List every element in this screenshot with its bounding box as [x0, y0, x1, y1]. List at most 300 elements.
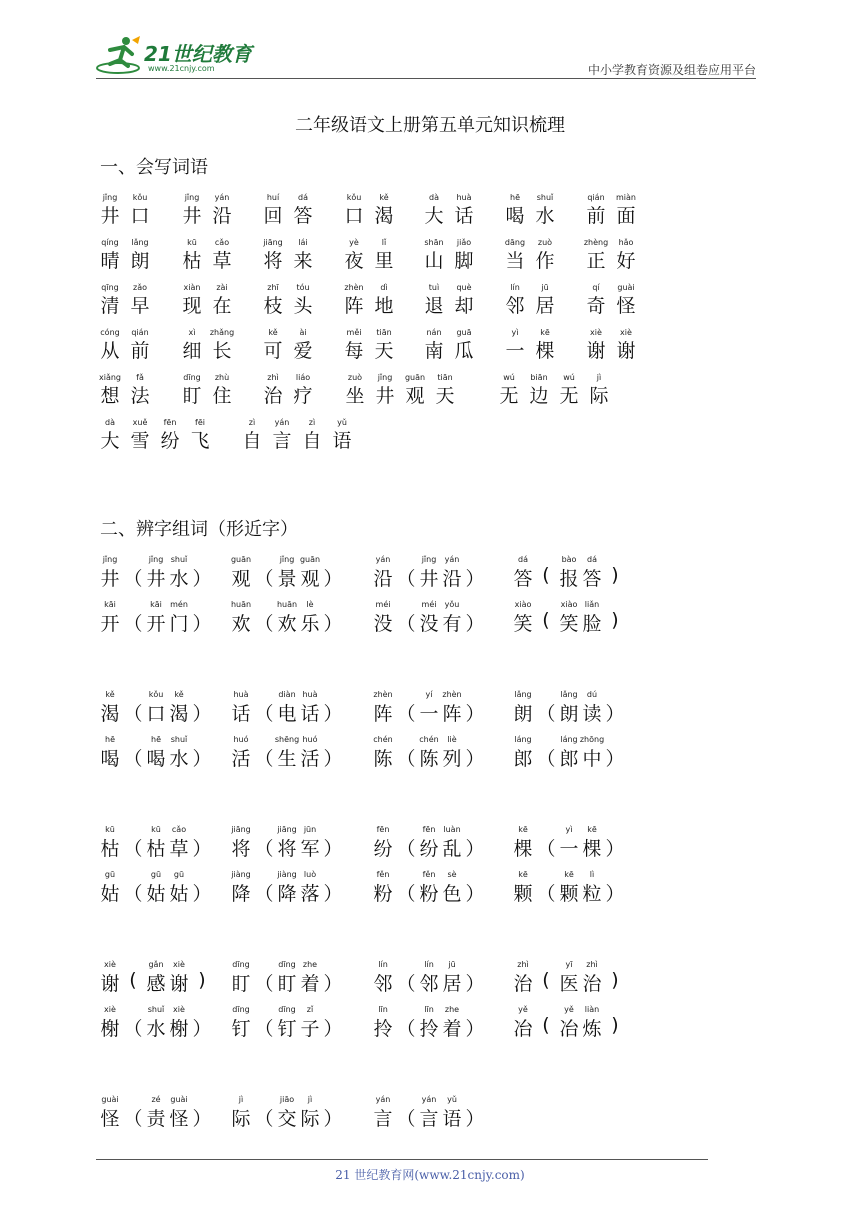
bracket: ） — [465, 568, 485, 590]
hanzi-char: 怪 — [169, 1108, 189, 1130]
hanzi-char: 法 — [130, 385, 150, 407]
pinyin-label: huà — [233, 690, 249, 699]
pinyin-label: nán — [426, 328, 442, 337]
hanzi-char: 盯 — [182, 385, 202, 407]
hanzi-char: 井 — [146, 568, 166, 590]
pinyin-label: fēi — [195, 418, 205, 427]
bracket: （ — [396, 703, 416, 725]
hanzi-char: 飞 — [190, 430, 210, 452]
hanzi-char: 山 — [424, 250, 444, 272]
pinyin-label: hē — [151, 735, 161, 744]
hanzi-char: 南 — [424, 340, 444, 362]
bracket: ) — [611, 609, 619, 631]
bracket: （ — [536, 838, 556, 860]
hanzi-char: 门 — [169, 613, 189, 635]
hanzi-char: 言 — [373, 1108, 393, 1130]
hanzi-char: 谢 — [586, 340, 606, 362]
hanzi-char: 渴 — [100, 703, 120, 725]
pinyin-label: yǔ — [447, 1095, 457, 1104]
bracket: （ — [254, 838, 274, 860]
pinyin-label: sè — [447, 870, 457, 879]
pinyin-label: shuǐ — [170, 555, 188, 564]
hanzi-char: 喝 — [146, 748, 166, 770]
pinyin-label: xiào — [514, 600, 532, 609]
pinyin-label: dá — [298, 193, 308, 202]
hanzi-char: 长 — [212, 340, 232, 362]
hanzi-char: 雪 — [130, 430, 150, 452]
hanzi-char: 天 — [435, 385, 455, 407]
pinyin-label: hē — [510, 193, 520, 202]
hanzi-char: 言 — [419, 1108, 439, 1130]
pinyin-label: yì — [565, 825, 573, 834]
pinyin-label: lǎng — [514, 690, 532, 699]
hanzi-char: 列 — [442, 748, 462, 770]
pinyin-label: gū — [150, 870, 162, 879]
pinyin-label: kǒu — [346, 193, 362, 202]
pinyin-label: wú — [563, 373, 575, 382]
hanzi-char: 怪 — [616, 295, 636, 317]
hanzi-char: 答 — [513, 568, 533, 590]
hanzi-char: 陈 — [373, 748, 393, 770]
pinyin-label: qí — [592, 283, 600, 292]
footer-text: 21 世纪教育网(www.21cnjy.com) — [335, 1168, 525, 1182]
hanzi-char: 谢 — [100, 973, 120, 995]
pinyin-label: hē — [105, 735, 115, 744]
hanzi-char: 没 — [419, 613, 439, 635]
section1-heading: 一、会写词语 — [100, 157, 208, 178]
bracket: ） — [465, 613, 485, 635]
pinyin-label: guān — [299, 555, 321, 564]
hanzi-char: 一 — [559, 838, 579, 860]
hanzi-char: 邻 — [505, 295, 525, 317]
hanzi-char: 爱 — [293, 340, 313, 362]
bracket: ） — [323, 883, 343, 905]
pinyin-label: jiàng — [231, 870, 251, 879]
hanzi-char: 邻 — [419, 973, 439, 995]
bracket: （ — [123, 838, 143, 860]
hanzi-char: 一 — [505, 340, 525, 362]
hanzi-char: 朗 — [130, 250, 150, 272]
hanzi-char: 际 — [231, 1108, 251, 1130]
hanzi-char: 治 — [582, 973, 602, 995]
hanzi-char: 棵 — [582, 838, 602, 860]
site-logo — [96, 34, 266, 76]
hanzi-char: 冶 — [559, 1018, 579, 1040]
bracket: ( — [542, 609, 550, 631]
hanzi-char: 笑 — [559, 613, 579, 635]
pinyin-label: zì — [308, 418, 316, 427]
bracket: （ — [254, 613, 274, 635]
hanzi-char: 邻 — [373, 973, 393, 995]
pinyin-label: fěn — [376, 870, 390, 879]
hanzi-char: 正 — [586, 250, 606, 272]
bracket: （ — [254, 973, 274, 995]
pinyin-label: shān — [424, 238, 444, 247]
pinyin-label: xuě — [132, 418, 148, 427]
bracket: （ — [396, 1018, 416, 1040]
hanzi-char: 答 — [293, 205, 313, 227]
pinyin-label: měi — [346, 328, 362, 337]
pinyin-label: ài — [299, 328, 307, 337]
hanzi-char: 榭 — [100, 1018, 120, 1040]
hanzi-char: 阵 — [344, 295, 364, 317]
header-divider — [96, 78, 756, 79]
pinyin-label: fēn — [422, 825, 436, 834]
hanzi-char: 纷 — [373, 838, 393, 860]
hanzi-char: 降 — [231, 883, 251, 905]
bracket: ） — [323, 613, 343, 635]
hanzi-char: 拎 — [419, 1018, 439, 1040]
pinyin-label: lǐ — [381, 238, 387, 247]
pinyin-label: liàn — [584, 1005, 600, 1014]
hanzi-char: 井 — [419, 568, 439, 590]
pinyin-label: kě — [379, 193, 389, 202]
hanzi-char: 际 — [589, 385, 609, 407]
bracket: （ — [254, 748, 274, 770]
hanzi-char: 责 — [146, 1108, 166, 1130]
hanzi-char: 着 — [442, 1018, 462, 1040]
bracket: ） — [192, 613, 212, 635]
hanzi-char: 前 — [130, 340, 150, 362]
hanzi-char: 观 — [300, 568, 320, 590]
pinyin-label: tiān — [437, 373, 453, 382]
bracket: ） — [465, 1108, 485, 1130]
hanzi-char: 钉 — [277, 1018, 297, 1040]
hanzi-char: 语 — [332, 430, 352, 452]
pinyin-label: yán — [375, 555, 391, 564]
pinyin-label: kě — [105, 690, 115, 699]
pinyin-label: shuǐ — [536, 193, 554, 202]
pinyin-label: kē — [518, 870, 528, 879]
pinyin-label: jū — [448, 960, 456, 969]
pinyin-label: jūn — [303, 825, 317, 834]
pinyin-label: jiāng — [263, 238, 283, 247]
hanzi-char: 沿 — [442, 568, 462, 590]
pinyin-label: jǐng — [148, 555, 164, 564]
pinyin-label: zhe — [302, 960, 318, 969]
bracket: ） — [323, 1018, 343, 1040]
bracket: ） — [192, 1018, 212, 1040]
hanzi-char: 怪 — [100, 1108, 120, 1130]
hanzi-char: 沿 — [373, 568, 393, 590]
pinyin-label: kē — [587, 825, 597, 834]
hanzi-char: 一 — [419, 703, 439, 725]
pinyin-label: zé — [151, 1095, 161, 1104]
pinyin-label: jì — [596, 373, 602, 382]
hanzi-char: 治 — [263, 385, 283, 407]
pinyin-label: yǔ — [337, 418, 347, 427]
pinyin-label: kāi — [150, 600, 162, 609]
hanzi-char: 自 — [242, 430, 262, 452]
hanzi-char: 话 — [300, 703, 320, 725]
pinyin-label: xiè — [590, 328, 602, 337]
pinyin-label: tuì — [428, 283, 440, 292]
hanzi-char: 话 — [231, 703, 251, 725]
hanzi-char: 将 — [277, 838, 297, 860]
hanzi-char: 纷 — [419, 838, 439, 860]
pinyin-label: dīng — [278, 1005, 296, 1014]
hanzi-char: 纷 — [160, 430, 180, 452]
hanzi-char: 喝 — [505, 205, 525, 227]
hanzi-char: 想 — [100, 385, 120, 407]
bracket: （ — [536, 748, 556, 770]
pinyin-label: jiǎo — [456, 238, 472, 247]
pinyin-label: dì — [380, 283, 388, 292]
hanzi-char: 阵 — [373, 703, 393, 725]
pinyin-label: kǒu — [132, 193, 148, 202]
hanzi-char: 子 — [300, 1018, 320, 1040]
hanzi-char: 面 — [616, 205, 636, 227]
hanzi-char: 粉 — [373, 883, 393, 905]
pinyin-label: lè — [306, 600, 314, 609]
hanzi-char: 读 — [582, 703, 602, 725]
hanzi-char: 却 — [454, 295, 474, 317]
pinyin-label: kē — [564, 870, 574, 879]
hanzi-char: 渴 — [169, 703, 189, 725]
pinyin-label: fēn — [163, 418, 177, 427]
hanzi-char: 开 — [100, 613, 120, 635]
bracket: （ — [254, 568, 274, 590]
hanzi-char: 在 — [212, 295, 232, 317]
pinyin-label: dà — [429, 193, 439, 202]
pinyin-label: zhōng — [579, 735, 605, 744]
pinyin-label: jiàng — [277, 870, 297, 879]
hanzi-char: 脸 — [582, 613, 602, 635]
pinyin-label: huān — [230, 600, 252, 609]
pinyin-label: xiàn — [183, 283, 201, 292]
bracket: ） — [323, 838, 343, 860]
hanzi-char: 奇 — [586, 295, 606, 317]
hanzi-char: 际 — [300, 1108, 320, 1130]
hanzi-char: 姑 — [100, 883, 120, 905]
pinyin-label: xiè — [104, 1005, 116, 1014]
hanzi-char: 景 — [277, 568, 297, 590]
bracket: ） — [465, 703, 485, 725]
hanzi-char: 每 — [344, 340, 364, 362]
pinyin-label: què — [456, 283, 472, 292]
bracket: （ — [254, 703, 274, 725]
hanzi-char: 细 — [182, 340, 202, 362]
pinyin-label: huà — [302, 690, 318, 699]
hanzi-char: 井 — [100, 568, 120, 590]
hanzi-char: 头 — [293, 295, 313, 317]
bracket: （ — [396, 748, 416, 770]
bracket: ) — [611, 564, 619, 586]
hanzi-char: 瓜 — [454, 340, 474, 362]
hanzi-char: 中 — [582, 748, 602, 770]
pinyin-label: lǎng — [560, 690, 578, 699]
pinyin-label: láng — [514, 735, 532, 744]
bracket: ） — [192, 883, 212, 905]
pinyin-label: zhì — [517, 960, 529, 969]
pinyin-label: yǒu — [444, 600, 460, 609]
bracket: （ — [536, 703, 556, 725]
pinyin-label: qián — [587, 193, 605, 202]
hanzi-char: 乐 — [300, 613, 320, 635]
hanzi-char: 榭 — [169, 1018, 189, 1040]
hanzi-char: 沿 — [212, 205, 232, 227]
pinyin-label: hǎo — [618, 238, 634, 247]
hanzi-char: 医 — [559, 973, 579, 995]
pinyin-label: fēn — [376, 825, 390, 834]
pinyin-label: yě — [518, 1005, 528, 1014]
hanzi-char: 谢 — [616, 340, 636, 362]
hanzi-char: 将 — [263, 250, 283, 272]
header-platform-text: 中小学教育资源及组卷应用平台 — [587, 63, 756, 77]
pinyin-label: luàn — [443, 825, 461, 834]
hanzi-char: 居 — [442, 973, 462, 995]
pinyin-label: chén — [373, 735, 393, 744]
pinyin-label: liè — [447, 735, 457, 744]
pinyin-label: xì — [188, 328, 196, 337]
pinyin-label: tóu — [296, 283, 310, 292]
pinyin-label: fěn — [422, 870, 436, 879]
pinyin-label: yán — [375, 1095, 391, 1104]
hanzi-char: 活 — [300, 748, 320, 770]
pinyin-label: zài — [216, 283, 228, 292]
pinyin-label: zhèn — [442, 690, 462, 699]
hanzi-char: 脚 — [454, 250, 474, 272]
hanzi-char: 疗 — [293, 385, 313, 407]
bracket: （ — [396, 613, 416, 635]
pinyin-label: jǐng — [377, 373, 393, 382]
hanzi-char: 粉 — [419, 883, 439, 905]
pinyin-label: zhèng — [583, 238, 609, 247]
hanzi-char: 当 — [505, 250, 525, 272]
hanzi-char: 枯 — [182, 250, 202, 272]
pinyin-label: huān — [276, 600, 298, 609]
pinyin-label: yí — [425, 690, 433, 699]
hanzi-char: 渴 — [374, 205, 394, 227]
hanzi-char: 笑 — [513, 613, 533, 635]
pinyin-label: jì — [307, 1095, 313, 1104]
pinyin-label: lín — [510, 283, 520, 292]
pinyin-label: shēng — [274, 735, 300, 744]
pinyin-label: yì — [511, 328, 519, 337]
hanzi-char: 开 — [146, 613, 166, 635]
footer-divider — [96, 1159, 708, 1160]
hanzi-char: 报 — [559, 568, 579, 590]
pinyin-label: lái — [298, 238, 308, 247]
pinyin-label: kě — [268, 328, 278, 337]
hanzi-char: 盯 — [277, 973, 297, 995]
pinyin-label: gū — [104, 870, 116, 879]
bracket: （ — [254, 1018, 274, 1040]
bracket: ） — [465, 748, 485, 770]
pinyin-label: zhì — [267, 373, 279, 382]
pinyin-label: kē — [540, 328, 550, 337]
bracket: （ — [396, 883, 416, 905]
hanzi-char: 居 — [535, 295, 555, 317]
pinyin-label: guā — [456, 328, 472, 337]
pinyin-label: yě — [564, 1005, 574, 1014]
hanzi-char: 来 — [293, 250, 313, 272]
pinyin-label: cóng — [100, 328, 120, 337]
hanzi-char: 色 — [442, 883, 462, 905]
pinyin-label: yán — [214, 193, 230, 202]
bracket: ） — [465, 883, 485, 905]
bracket: ） — [605, 703, 625, 725]
pinyin-label: cǎo — [214, 238, 230, 247]
pinyin-label: xiè — [620, 328, 632, 337]
bracket: （ — [536, 883, 556, 905]
pinyin-label: guài — [170, 1095, 188, 1104]
hanzi-char: 棵 — [535, 340, 555, 362]
hanzi-char: 大 — [100, 430, 120, 452]
pinyin-label: lì — [589, 870, 595, 879]
hanzi-char: 天 — [374, 340, 394, 362]
pinyin-label: diàn — [278, 690, 296, 699]
bracket: （ — [123, 613, 143, 635]
bracket: ) — [611, 969, 619, 991]
hanzi-char: 话 — [454, 205, 474, 227]
hanzi-char: 冶 — [513, 1018, 533, 1040]
pinyin-label: dīng — [232, 960, 250, 969]
pinyin-label: shuǐ — [147, 1005, 165, 1014]
hanzi-char: 观 — [231, 568, 251, 590]
hanzi-char: 无 — [499, 385, 519, 407]
bracket: ） — [323, 748, 343, 770]
hanzi-char: 欢 — [231, 613, 251, 635]
bracket: ( — [542, 1014, 550, 1036]
hanzi-char: 可 — [263, 340, 283, 362]
pinyin-label: zhe — [444, 1005, 460, 1014]
hanzi-char: 言 — [272, 430, 292, 452]
bracket: ） — [323, 568, 343, 590]
hanzi-char: 井 — [375, 385, 395, 407]
hanzi-char: 水 — [535, 205, 555, 227]
hanzi-char: 棵 — [513, 838, 533, 860]
bracket: （ — [254, 1108, 274, 1130]
hanzi-char: 谢 — [169, 973, 189, 995]
bracket: ） — [323, 1108, 343, 1130]
pinyin-label: bào — [561, 555, 577, 564]
pinyin-label: zhǎng — [209, 328, 235, 337]
hanzi-char: 水 — [146, 1018, 166, 1040]
pinyin-label: méi — [421, 600, 437, 609]
hanzi-char: 阵 — [442, 703, 462, 725]
bracket: （ — [396, 568, 416, 590]
bracket: ） — [192, 703, 212, 725]
hanzi-char: 口 — [146, 703, 166, 725]
bracket: ） — [465, 973, 485, 995]
hanzi-char: 降 — [277, 883, 297, 905]
pinyin-label: qīng — [101, 283, 119, 292]
pinyin-label: kē — [518, 825, 528, 834]
bracket: ） — [192, 748, 212, 770]
pinyin-label: zuò — [537, 238, 553, 247]
pinyin-label: dīng — [183, 373, 201, 382]
hanzi-char: 自 — [302, 430, 322, 452]
hanzi-char: 治 — [513, 973, 533, 995]
hanzi-char: 无 — [559, 385, 579, 407]
hanzi-char: 盯 — [231, 973, 251, 995]
pinyin-label: guān — [230, 555, 252, 564]
hanzi-char: 欢 — [277, 613, 297, 635]
hanzi-char: 好 — [616, 250, 636, 272]
pinyin-label: biān — [530, 373, 548, 382]
pinyin-label: guài — [617, 283, 635, 292]
bracket: ) — [198, 969, 206, 991]
pinyin-label: gǎn — [148, 960, 164, 969]
hanzi-char: 喝 — [100, 748, 120, 770]
bracket: ） — [192, 568, 212, 590]
hanzi-char: 没 — [373, 613, 393, 635]
hanzi-char: 朗 — [559, 703, 579, 725]
pinyin-label: guān — [404, 373, 426, 382]
pinyin-label: shuǐ — [170, 735, 188, 744]
hanzi-char: 坐 — [345, 385, 365, 407]
